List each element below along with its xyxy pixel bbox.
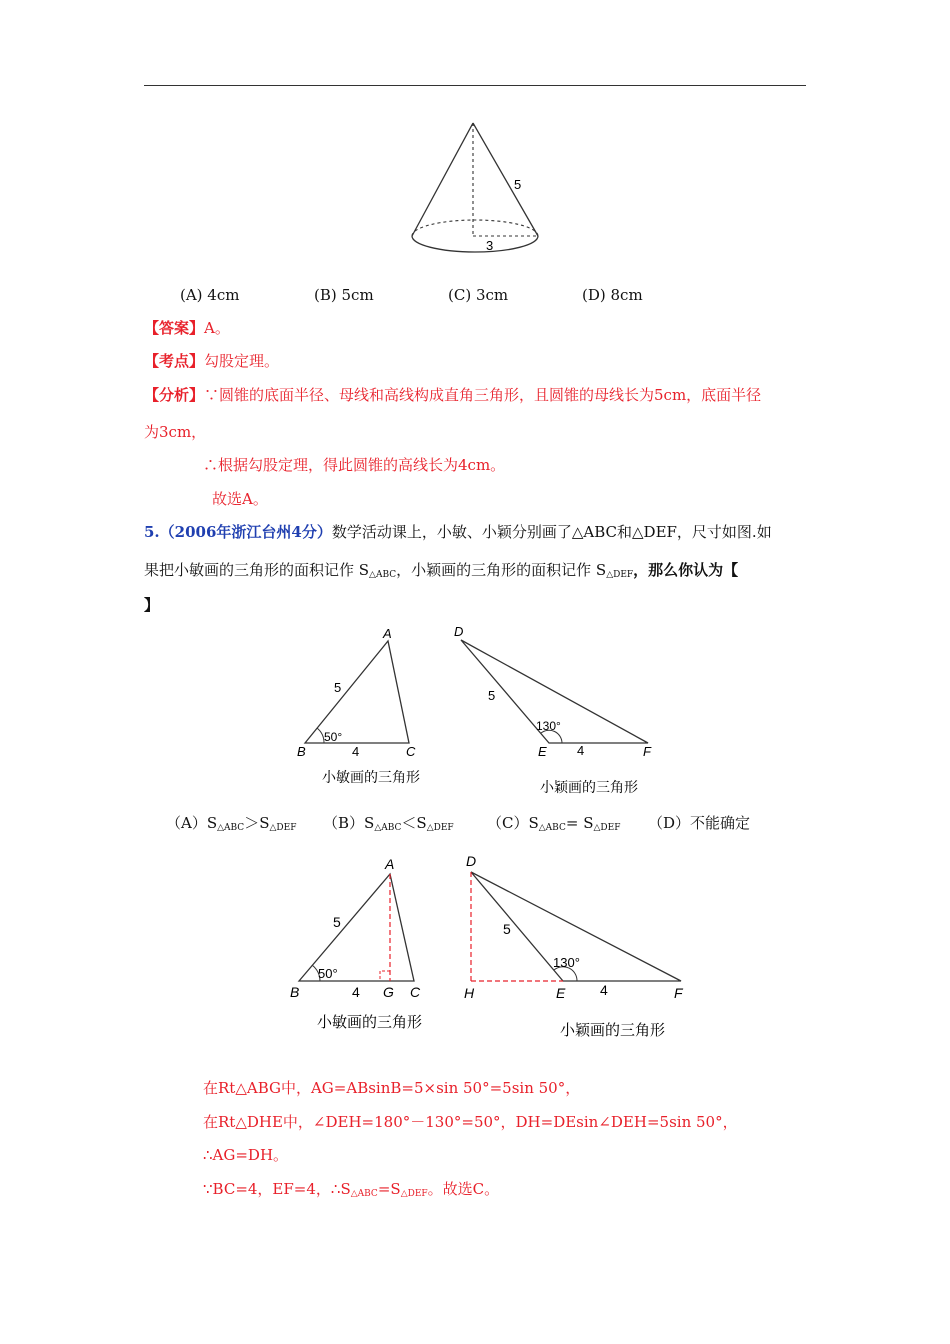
- right-angle-g: [380, 971, 390, 981]
- side-ab-label: 5: [334, 680, 342, 695]
- label-e-solution: E: [556, 985, 566, 1001]
- side-ab-label-solution: 5: [333, 914, 341, 930]
- q4-answer: [144, 318, 230, 338]
- label-d: D: [454, 624, 464, 639]
- side-ef-label: 4: [577, 743, 585, 758]
- figure-dhe: [455, 850, 695, 1050]
- q4-analysis-line1: [144, 385, 761, 405]
- point-tag: 【考点】: [144, 352, 205, 370]
- caption-abc: 小敏画的三角形: [322, 769, 420, 785]
- answer-tag: 【答案】: [144, 319, 205, 337]
- caption-def: 小颖画的三角形: [540, 779, 638, 795]
- figure-abg: [280, 850, 440, 1040]
- q4-option-c: (C) 3cm: [448, 286, 509, 304]
- label-f-solution: F: [674, 985, 683, 1001]
- angle-b-label: 50°: [324, 730, 343, 744]
- q4-point: [144, 351, 279, 371]
- q4-analysis-line2: 为3cm，: [144, 423, 207, 441]
- q4-analysis-line4: 故选A。: [212, 490, 268, 508]
- q4-option-d: (D) 8cm: [582, 286, 643, 304]
- cone-figure: [400, 115, 550, 260]
- triangle-abc-solution: [299, 874, 414, 981]
- q5-stem-line2: 果把小敏画的三角形的面积记作 $S_{\triangle ABC}$，小颖画的三角形的面积记作 $S_{\triangle DEF}$，那么你认为【: [144, 561, 739, 580]
- q5-solution-line3: ∴AG=DH。: [203, 1146, 289, 1164]
- cone-right-edge: [473, 123, 538, 236]
- q5-stem-line3: 】: [144, 596, 160, 614]
- label-a-solution: A: [385, 856, 395, 872]
- label-f: F: [643, 744, 651, 759]
- side-de-label: 5: [488, 688, 496, 703]
- q5-solution-line4: ∵BC=4，EF=4，$\therefore S_{\triangle ABC}=S_{\triangle DEF}$。故选C。: [203, 1180, 500, 1199]
- figure-abc: [290, 622, 430, 792]
- caption-abg: 小敏画的三角形: [317, 1014, 423, 1031]
- q5-stem1: 数学活动课上，小敏、小颖分别画了△ABC和△DEF，尺寸如图.如: [331, 523, 772, 541]
- q5-option-d: （D）不能确定: [648, 814, 751, 832]
- q5-stem-line1: [144, 522, 772, 542]
- label-e: E: [538, 744, 547, 759]
- side-bc-label-solution: 4: [352, 984, 360, 1000]
- point-text: 勾股定理。: [204, 352, 280, 370]
- label-h: H: [464, 985, 475, 1001]
- q5-solution-line2: 在Rt△DHE中，∠DEH=180°－130°=50°，DH=DEsin∠DEH=5sin 50°，: [203, 1113, 738, 1131]
- side-de-label-solution: 5: [503, 921, 511, 937]
- q4-option-b: (B) 5cm: [314, 286, 374, 304]
- q5-solution-line1: 在Rt△ABG中，AG=ABsinB=5×sin 50°=5sin 50°，: [203, 1079, 581, 1097]
- angle-b-label-solution: 50°: [318, 966, 338, 981]
- answer-text: A。: [204, 319, 230, 337]
- q4-option-a: (A) 4cm: [180, 286, 240, 304]
- cone-slant-label: 5: [514, 177, 522, 192]
- label-a: A: [383, 626, 392, 641]
- analysis-tag: 【分析】: [144, 386, 205, 404]
- cone-left-edge: [412, 123, 473, 236]
- figure-def: [450, 622, 665, 802]
- cone-base-front: [412, 236, 538, 252]
- angle-e-label-solution: 130°: [553, 955, 580, 970]
- label-d-solution: D: [466, 853, 477, 869]
- caption-dhe: 小颖画的三角形: [560, 1022, 666, 1039]
- q4-analysis-line3: ∴根据勾股定理，得此圆锥的高线长为4cm。: [203, 456, 506, 474]
- label-c: C: [406, 744, 416, 759]
- angle-b-arc: [317, 728, 324, 743]
- label-b: B: [297, 744, 306, 759]
- q5-option-a: $(A)S_{\triangle ABC}>S_{\triangle DEF}$: [166, 814, 297, 833]
- q5-option-c: $(C)S_{\triangle ABC}= S_{\triangle DEF}$: [487, 814, 621, 833]
- cone-base-back: [412, 220, 538, 236]
- cone-radius-label: 3: [486, 238, 494, 253]
- side-bc-label: 4: [352, 744, 360, 759]
- q5-number: 5.: [144, 523, 160, 541]
- angle-e-label: 130°: [536, 719, 561, 733]
- label-g: G: [383, 984, 394, 1000]
- analysis-text: ∵圆锥的底面半径、母线和高线构成直角三角形，且圆锥的母线长为5cm，底面半径: [204, 386, 762, 404]
- side-ef-label-solution: 4: [600, 982, 608, 998]
- q5-option-b: $(B)S_{\triangle ABC}<S_{\triangle DEF}$: [323, 814, 454, 833]
- header-rule: [144, 85, 806, 86]
- triangle-abc: [305, 641, 409, 743]
- q5-source: （2006年浙江台州4分）: [159, 523, 332, 541]
- label-c-solution: C: [410, 984, 421, 1000]
- label-b-solution: B: [290, 984, 300, 1000]
